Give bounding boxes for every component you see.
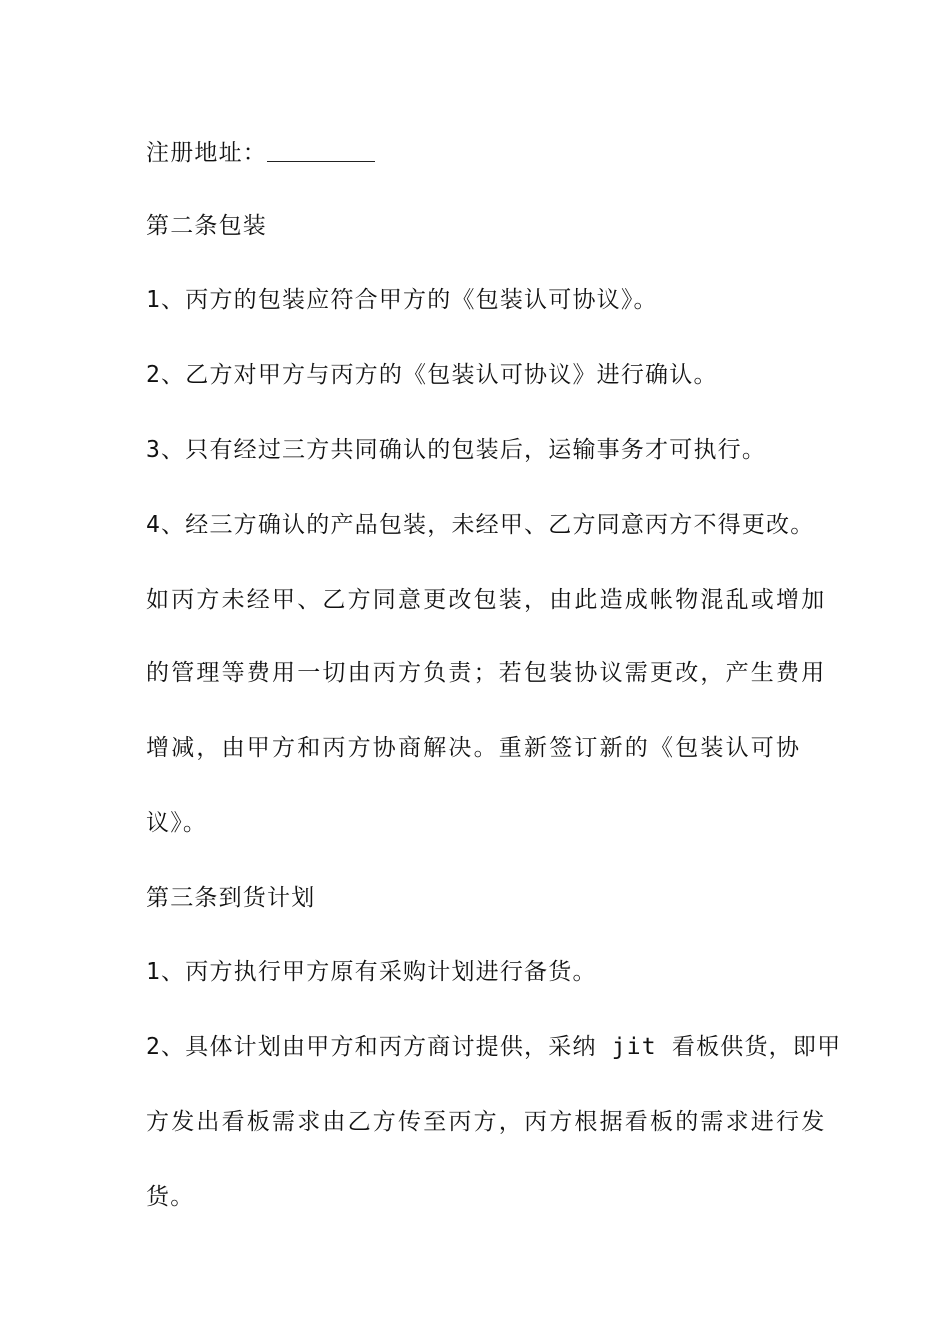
paragraph-line: 方发出看板需求由乙方传至丙方，丙方根据看板的需求进行发: [146, 1109, 827, 1135]
registered-address-label: 注册地址：: [146, 140, 267, 166]
paragraph-line: 3、只有经过三方共同确认的包装后，运输事务才可执行。: [146, 437, 767, 463]
paragraph-line: 议》。: [146, 810, 208, 836]
paragraph-line: 2、具体计划由甲方和丙方商讨提供，采纳 jit 看板供货，即甲: [146, 1034, 842, 1060]
section-heading-delivery-plan: 第三条到货计划: [146, 885, 316, 911]
paragraph-line: 增减，由甲方和丙方协商解决。重新签订新的《包装认可协: [146, 735, 802, 761]
paragraph-line: 货。: [146, 1184, 195, 1210]
paragraph-line: 的管理等费用一切由丙方负责；若包装协议需更改，产生费用: [146, 660, 827, 686]
section-heading-packaging: 第二条包装: [146, 213, 267, 239]
registered-address-line: [146, 138, 816, 168]
paragraph-line: 1、丙方执行甲方原有采购计划进行备货。: [146, 959, 597, 985]
paragraph-line: 1、丙方的包装应符合甲方的《包装认可协议》。: [146, 287, 658, 313]
paragraph-line: 4、经三方确认的产品包装，未经甲、乙方同意丙方不得更改。: [146, 512, 815, 538]
address-blank-field: [267, 139, 375, 162]
paragraph-line: 2、乙方对甲方与丙方的《包装认可协议》进行确认。: [146, 362, 718, 388]
paragraph-line: 如丙方未经甲、乙方同意更改包装，由此造成帐物混乱或增加: [146, 587, 827, 613]
